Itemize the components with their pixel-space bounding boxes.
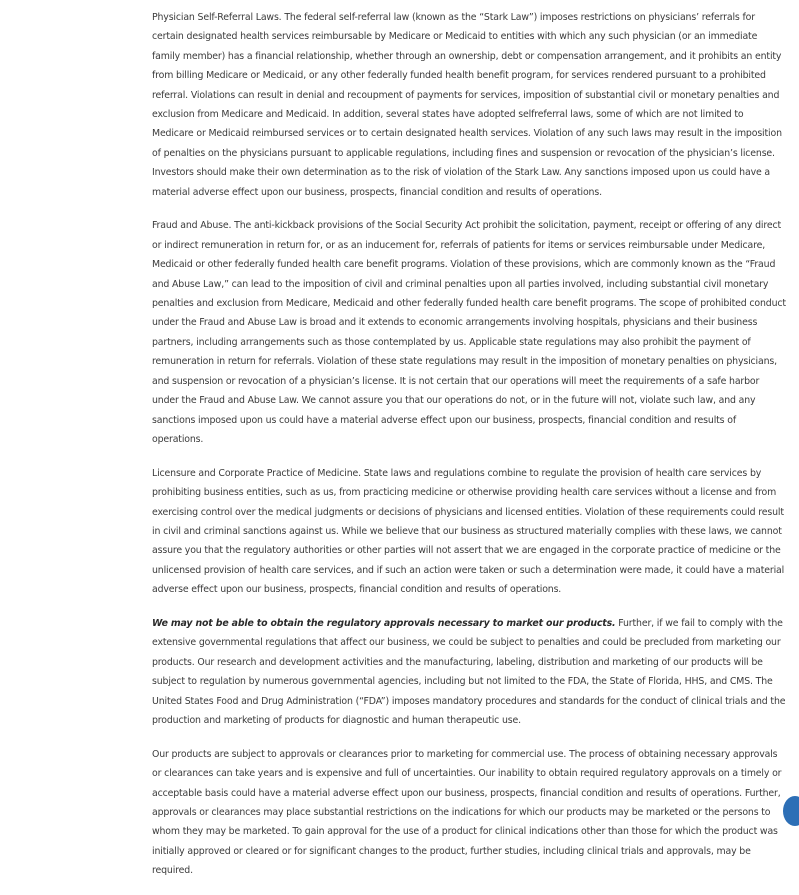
paragraph-text: Physician Self-Referral Laws. The federal self-referral law (known as the “Stark Law”) imposes restrictions on physicians’ referrals for certain designated health services reimbursable by Medicare or Medicaid to entities with which any such physician (or an immediate family member) has a financial relationship, whether through an ownership, debt or compensation arrangement, and it prohibits an entity from billing Medicare or Medicaid, or any other federally funded health benefit program, for services rendered pursuant to a prohibited referral. Violations can result in denial and recoupment of payments for services, imposition of substantial civil or monetary penalties and exclusion from Medicare and Medicaid. In addition, several states have adopted selfreferral laws, some of which are not limited to Medicare or Medicaid reimbursed services or to certain designated health services. Violation of any such laws may result in the imposition of penalties on the physicians pursuant to applicable regulations, including fines and suspension or revocation of the physician’s license. Investors should make their own determination as to the risk of violation of the Stark Law. Any sanctions imposed upon us could have a material adverse effect upon our business, prospects, financial condition and results of operations. [152,12,782,198]
paragraph-fraud-abuse [152,216,786,449]
paragraph-stark-law [152,8,786,202]
paragraph-text: Fraud and Abuse. The anti-kickback provisions of the Social Security Act prohibit the solicitation, payment, receipt or offering of any direct or indirect remuneration in return for, or as an inducement for, referrals of patients for items or services reimbursable under Medicare, Medicaid or other federally funded health care benefit programs. Violation of these provisions, which are commonly known as the “Fraud and Abuse Law,” can lead to the imposition of civil and criminal penalties upon all parties involved, including substantial civil monetary penalties and exclusion from Medicare, Medicaid and other federally funded health care benefit programs. The scope of prohibited conduct under the Fraud and Abuse Law is broad and it extends to economic arrangements involving hospitals, physicians and their business partners, including arrangements such as those contemplated by us. Applicable state regulations may also prohibit the payment of remuneration in return for referrals. Violation of these state regulations may result in the imposition of monetary penalties on physicians, and suspension or revocation of a physician’s license. It is not certain that our operations will meet the requirements of a safe harbor under the Fraud and Abuse Law. We cannot assure you that our operations do not, or in the future will not, violate such law, and any sanctions imposed upon us could have a material adverse effect upon our business, prospects, financial condition and results of operations. [152,220,786,445]
paragraph-regulatory-approvals [152,614,786,730]
paragraph-licensure [152,464,786,600]
paragraph-text: Further, if we fail to comply with the extensive governmental regulations that affect our business, we could be subject to penalties and could be precluded from marketing our products. Our research and development activities and the manufacturing, labeling, distribution and marketing of our products will be subject to regulation by numerous governmental agencies, including but not limited to the FDA, the State of Florida, HHS, and CMS. The United States Food and Drug Administration (“FDA”) imposes mandatory procedures and standards for the conduct of clinical trials and the production and marketing of products for diagnostic and human therapeutic use. [152,617,786,726]
paragraph-lead-heading: We may not be able to obtain the regulatory approvals necessary to market our products. [152,617,616,629]
paragraph-text: Our products are subject to approvals or clearances prior to marketing for commercial use. The process of obtaining necessary approvals or clearances can take years and is expensive and full of uncertainties. Our inability to obtain required regulatory approvals on a timely or acceptable basis could have a material adverse effect upon our business, prospects, financial condition and results of operations. Further, approvals or clearances may place substantial restrictions on the indications for which our products may be marketed or the persons to whom they may be marketed. To gain approval for the use of a product for clinical indications other than those for which the product was initially approved or cleared or for significant changes to the product, further studies, including clinical trials and approvals, may be required. [152,748,782,877]
document-body [152,8,786,895]
paragraph-product-approvals [152,745,786,881]
paragraph-text: Licensure and Corporate Practice of Medicine. State laws and regulations combine to regulate the provision of health care services by prohibiting business entities, such as us, from practicing medicine or otherwise providing health care services without a license and from exercising control over the medical judgments or decisions of physicians and licensed entities. Violation of these requirements could result in civil and criminal sanctions against us. While we believe that our business as structured materially complies with these laws, we cannot assure you that the regulatory authorities or other parties will not assert that we are engaged in the corporate practice of medicine or the unlicensed provision of health care services, and if such an action were taken or such a determination were made, it could have a material adverse effect upon our business, prospects, financial condition and results of operations. [152,467,785,596]
